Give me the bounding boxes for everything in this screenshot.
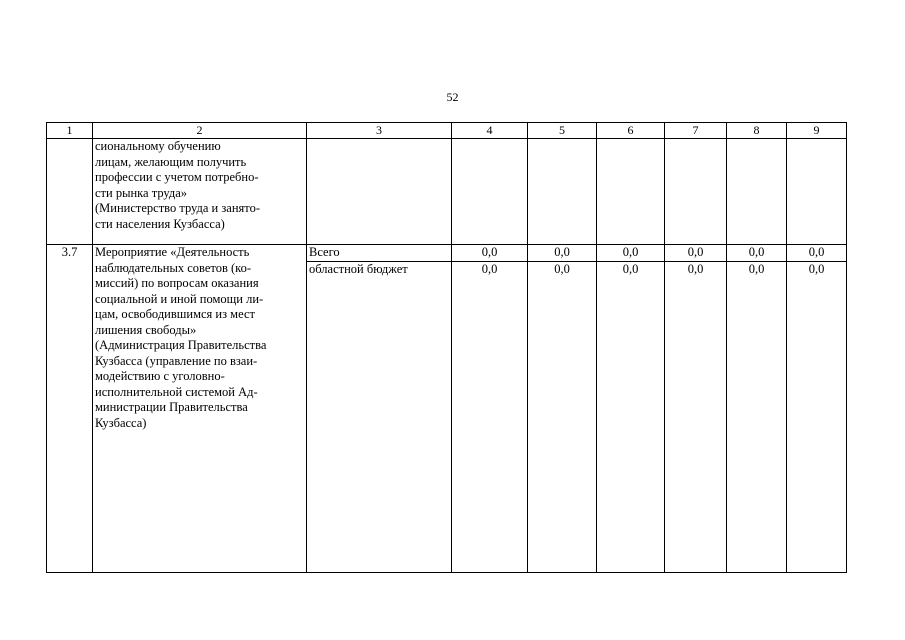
page-number: 52 bbox=[446, 90, 459, 104]
header-col-2: 2 bbox=[93, 123, 307, 139]
description-continuation-text: сиональному обучению лицам, желающим получить профессии с учетом потребно- сти рынка труда» (Министерство труда и занято- сти населения Кузбасса) bbox=[95, 139, 261, 231]
value-total-col-8: 0,0 bbox=[727, 245, 787, 262]
source-label-regional: областной бюджет bbox=[307, 262, 452, 573]
value-total-col-6: 0,0 bbox=[597, 245, 665, 262]
cell-empty bbox=[452, 139, 528, 245]
cell-empty bbox=[727, 139, 787, 245]
value-regional-col-7: 0,0 bbox=[665, 262, 727, 573]
header-col-1: 1 bbox=[47, 123, 93, 139]
cell-description bbox=[93, 245, 307, 573]
value-total-col-9: 0,0 bbox=[787, 245, 847, 262]
value-total-col-7: 0,0 bbox=[665, 245, 727, 262]
cell-empty bbox=[528, 139, 597, 245]
table-header-row bbox=[47, 123, 847, 139]
cell-empty bbox=[597, 139, 665, 245]
header-col-4: 4 bbox=[452, 123, 528, 139]
value-regional-col-9: 0,0 bbox=[787, 262, 847, 573]
header-col-7: 7 bbox=[665, 123, 727, 139]
value-regional-col-8: 0,0 bbox=[727, 262, 787, 573]
header-col-5: 5 bbox=[528, 123, 597, 139]
value-regional-col-5: 0,0 bbox=[528, 262, 597, 573]
header-col-8: 8 bbox=[727, 123, 787, 139]
cell-empty bbox=[47, 139, 93, 245]
value-total-col-5: 0,0 bbox=[528, 245, 597, 262]
row-number: 3.7 bbox=[47, 245, 93, 573]
header-col-9: 9 bbox=[787, 123, 847, 139]
cell-empty bbox=[307, 139, 452, 245]
cell-description-continuation bbox=[93, 139, 307, 245]
cell-empty bbox=[665, 139, 727, 245]
value-regional-col-4: 0,0 bbox=[452, 262, 528, 573]
header-col-6: 6 bbox=[597, 123, 665, 139]
table-row-3-7-total bbox=[47, 245, 847, 262]
cell-empty bbox=[787, 139, 847, 245]
value-regional-col-6: 0,0 bbox=[597, 262, 665, 573]
source-label-total: Всего bbox=[307, 245, 452, 262]
table-row-continuation bbox=[47, 139, 847, 245]
header-col-3: 3 bbox=[307, 123, 452, 139]
budget-table bbox=[46, 122, 847, 573]
value-total-col-4: 0,0 bbox=[452, 245, 528, 262]
description-text: Мероприятие «Деятельность наблюдательных советов (ко- миссий) по вопросам оказания социальной и иной помощи ли- цам, освободившимся из мест лишения свободы» (Администрация Правительства Кузбасса (управление по взаи- модействию с уголовно- исполнительной системой Ад- министрации Правительства Кузбасса) bbox=[95, 245, 267, 430]
